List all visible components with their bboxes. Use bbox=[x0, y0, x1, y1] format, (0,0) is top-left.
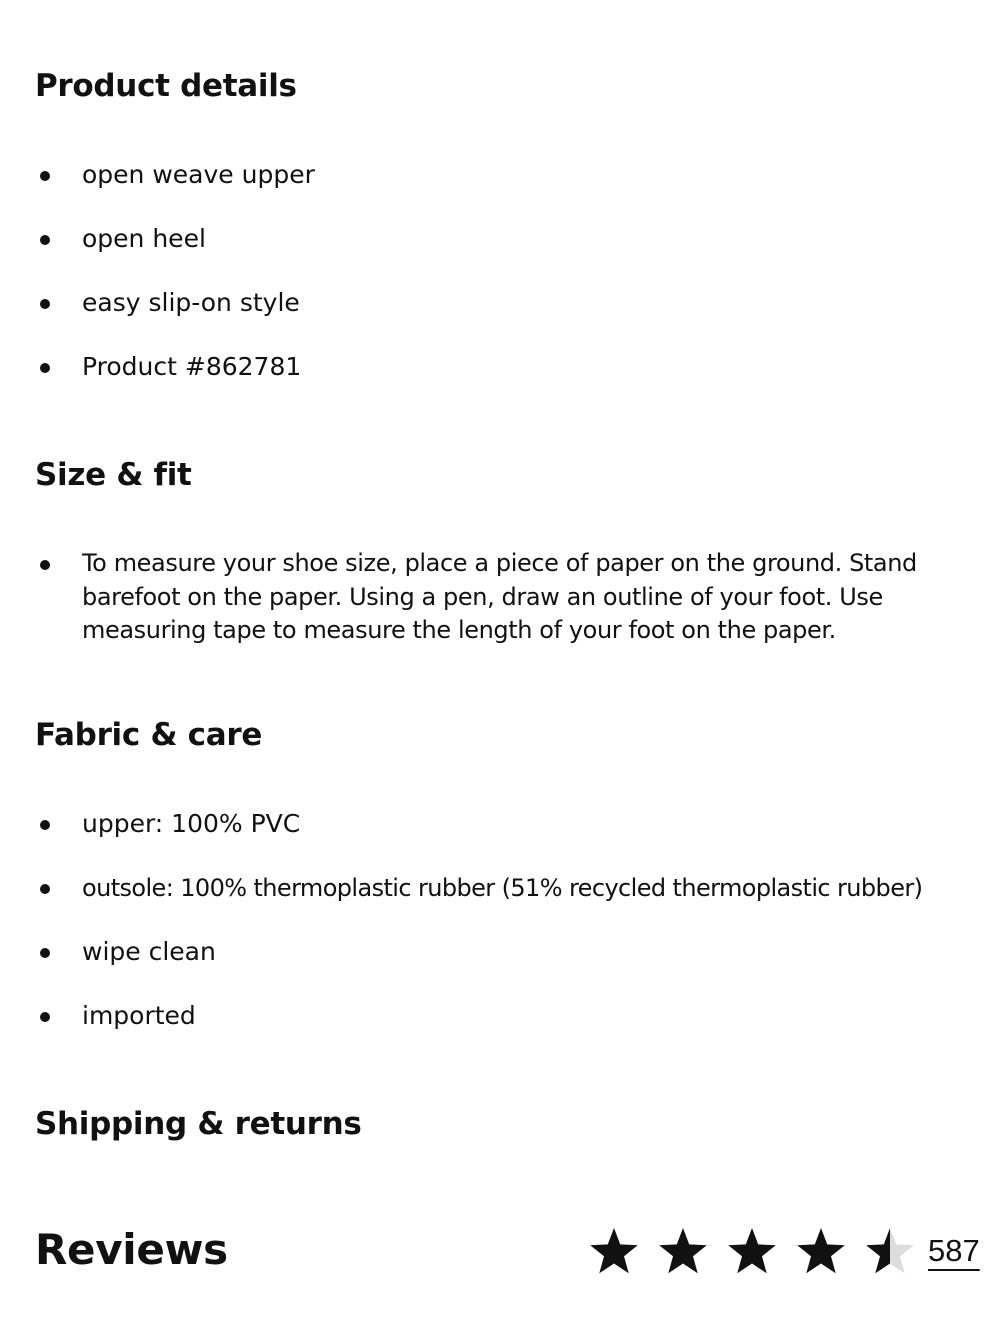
half-star-icon bbox=[864, 1226, 916, 1276]
fabric-care-item bbox=[40, 807, 995, 841]
product-details-item-text: Product #862781 bbox=[82, 352, 302, 381]
product-details-item-text: open heel bbox=[82, 224, 206, 253]
product-details-item-text: easy slip-on style bbox=[82, 288, 300, 317]
bullet-icon bbox=[40, 171, 50, 181]
product-details-item bbox=[40, 158, 995, 192]
size-fit-item bbox=[40, 547, 945, 648]
fabric-care-item bbox=[40, 871, 995, 905]
product-details-heading[interactable]: Product details bbox=[35, 68, 297, 104]
bullet-icon bbox=[40, 299, 50, 309]
product-details-item-text: open weave upper bbox=[82, 160, 315, 189]
bullet-icon bbox=[40, 1012, 50, 1022]
bullet-icon bbox=[40, 235, 50, 245]
star-icon bbox=[726, 1226, 778, 1276]
star-icon bbox=[795, 1226, 847, 1276]
bullet-icon bbox=[40, 948, 50, 958]
fabric-care-item bbox=[40, 999, 995, 1033]
reviews-heading: Reviews bbox=[35, 1225, 228, 1274]
bullet-icon bbox=[40, 884, 50, 894]
size-fit-heading[interactable]: Size & fit bbox=[35, 457, 192, 493]
fabric-care-item-text: wipe clean bbox=[82, 937, 216, 966]
product-details-item bbox=[40, 350, 995, 384]
size-fit-item-text: To measure your shoe size, place a piece of paper on the ground. Stand barefoot on the paper. Using a pen, draw an outline of your foot. Use measuring tape to measure the length of your foot on the paper. bbox=[82, 549, 917, 644]
star-icon bbox=[657, 1226, 709, 1276]
product-details-item bbox=[40, 222, 995, 256]
star-rating[interactable] bbox=[588, 1226, 933, 1276]
bullet-icon bbox=[40, 363, 50, 373]
star-icon bbox=[588, 1226, 640, 1276]
bullet-icon bbox=[40, 560, 50, 570]
fabric-care-item-text: upper: 100% PVC bbox=[82, 809, 301, 838]
fabric-care-item bbox=[40, 935, 995, 969]
fabric-care-item-text: outsole: 100% thermoplastic rubber (51% recycled thermoplastic rubber) bbox=[82, 874, 923, 902]
fabric-care-heading[interactable]: Fabric & care bbox=[35, 717, 263, 753]
bullet-icon bbox=[40, 820, 50, 830]
review-count-link[interactable]: 587 bbox=[928, 1233, 980, 1268]
product-details-item bbox=[40, 286, 995, 320]
fabric-care-item-text: imported bbox=[82, 1001, 196, 1030]
shipping-returns-heading[interactable]: Shipping & returns bbox=[35, 1106, 362, 1142]
